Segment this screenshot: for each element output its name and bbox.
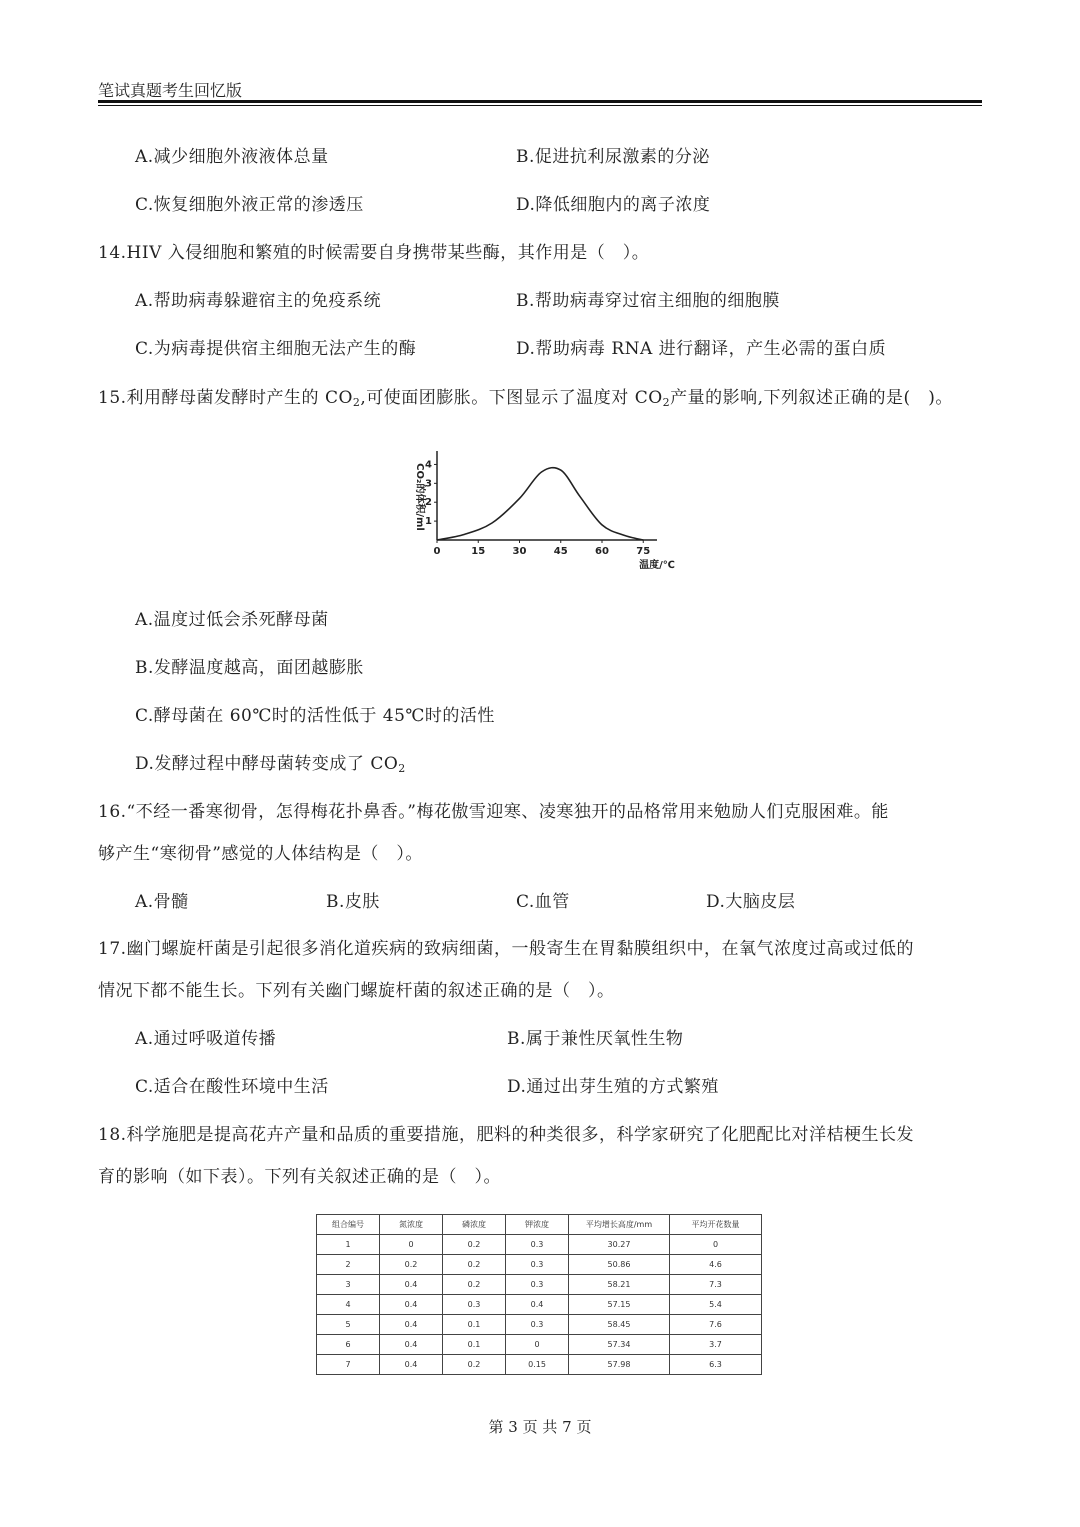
table-cell: 3 xyxy=(317,1275,380,1295)
q17-option-b: B.属于兼性厌氧性生物 xyxy=(507,1029,684,1049)
q18-stem-line1: 18.科学施肥是提高花卉产量和品质的重要措施，肥料的种类很多，科学家研究了化肥配比对洋桔梗生长发 xyxy=(98,1125,915,1145)
table-header-cell: 钾浓度 xyxy=(506,1215,569,1235)
page-footer-number: 第 3 页 共 7 页 xyxy=(488,1418,592,1436)
q14-option-a: A.帮助病毒躲避宿主的免疫系统 xyxy=(135,291,382,311)
table-header-cell: 平均增长高度/mm xyxy=(569,1215,670,1235)
table-cell: 0.4 xyxy=(380,1335,443,1355)
q17-stem-line2: 情况下都不能生长。下列有关幽门螺旋杆菌的叙述正确的是（ ）。 xyxy=(98,981,615,1001)
table-row xyxy=(317,1315,762,1335)
q15-option-d xyxy=(135,749,406,775)
table-cell: 6.3 xyxy=(670,1355,762,1375)
chart-axes xyxy=(437,451,657,540)
q17-stem-line1: 17.幽门螺旋杆菌是引起很多消化道疾病的致病细菌，一般寄生在胃黏膜组织中，在氧气浓度过高或过低的 xyxy=(98,939,915,959)
fertilizer-table xyxy=(316,1214,762,1375)
table-cell: 4 xyxy=(317,1295,380,1315)
table-cell: 30.27 xyxy=(569,1235,670,1255)
table-cell: 2 xyxy=(317,1255,380,1275)
q15-option-d-sub: 2 xyxy=(398,762,406,775)
table-cell: 0.2 xyxy=(443,1275,506,1295)
table-row xyxy=(317,1295,762,1315)
y-tick-label: 1 xyxy=(425,516,432,528)
table-cell: 0.1 xyxy=(443,1335,506,1355)
table-row xyxy=(317,1275,762,1295)
table-header-row xyxy=(317,1215,762,1235)
table-cell: 7.3 xyxy=(670,1275,762,1295)
q14-option-d: D.帮助病毒 RNA 进行翻译，产生必需的蛋白质 xyxy=(516,339,887,359)
table-cell: 0.4 xyxy=(380,1355,443,1375)
table-cell: 0.3 xyxy=(506,1235,569,1255)
chart-xlabel: 温度/℃ xyxy=(639,560,675,571)
table-cell: 7 xyxy=(317,1355,380,1375)
q15-option-d-text: D.发酵过程中酵母菌转变成了 CO xyxy=(135,754,399,774)
table-cell: 3.7 xyxy=(670,1335,762,1355)
q16-option-b: B.皮肤 xyxy=(326,892,380,912)
x-tick-label: 75 xyxy=(636,546,651,557)
q16-stem-line1: 16.“不经一番寒彻骨，怎得梅花扑鼻香。”梅花傲雪迎寒、凌寒独开的品格常用来勉励人们克服困难。能 xyxy=(98,802,889,822)
q15-stem-part3: 产量的影响,下列叙述正确的是( )。 xyxy=(670,388,953,408)
table-cell: 0.2 xyxy=(380,1255,443,1275)
table-cell: 58.45 xyxy=(569,1315,670,1335)
table-cell: 4.6 xyxy=(670,1255,762,1275)
q14-stem: 14.HIV 入侵细胞和繁殖的时候需要自身携带某些酶，其作用是（ ）。 xyxy=(98,243,650,263)
table-cell: 0.4 xyxy=(380,1315,443,1335)
table-row xyxy=(317,1235,762,1255)
table-cell: 0.4 xyxy=(380,1275,443,1295)
table-cell: 58.21 xyxy=(569,1275,670,1295)
table-cell: 0.2 xyxy=(443,1355,506,1375)
table-header-cell: 平均开花数量 xyxy=(670,1215,762,1235)
co2-temperature-chart xyxy=(395,445,680,580)
x-tick-label: 60 xyxy=(595,546,609,557)
q15-stem-part1: 15.利用酵母菌发酵时产生的 CO xyxy=(98,388,353,408)
q15-stem-sub1: 2 xyxy=(352,396,361,409)
table-row xyxy=(317,1335,762,1355)
series-line xyxy=(437,468,643,540)
q15-stem-part2: ,可使面团膨胀。下图显示了温度对 CO xyxy=(360,388,663,408)
y-tick-label: 4 xyxy=(425,459,432,471)
q18-stem-line2: 育的影响（如下表）。下列有关叙述正确的是（ ）。 xyxy=(98,1167,501,1187)
table-cell: 0 xyxy=(506,1335,569,1355)
page-header-title: 笔试真题考生回忆版 xyxy=(98,81,243,100)
q13-option-d: D.降低细胞内的离子浓度 xyxy=(516,195,711,215)
q13-option-a: A.减少细胞外液液体总量 xyxy=(135,147,329,167)
table-cell: 0.3 xyxy=(506,1315,569,1335)
table-cell: 0 xyxy=(380,1235,443,1255)
table-cell: 0.1 xyxy=(443,1315,506,1335)
table-cell: 0.4 xyxy=(380,1295,443,1315)
table-cell: 57.15 xyxy=(569,1295,670,1315)
chart-ticks xyxy=(425,459,650,557)
q14-option-c: C.为病毒提供宿主细胞无法产生的酶 xyxy=(135,339,417,359)
table-cell: 5 xyxy=(317,1315,380,1335)
x-tick-label: 15 xyxy=(471,546,486,557)
table-cell: 5.4 xyxy=(670,1295,762,1315)
header-rule-thick xyxy=(98,100,982,103)
y-tick-label: 3 xyxy=(425,478,432,490)
table-cell: 0.4 xyxy=(506,1295,569,1315)
q17-option-a: A.通过呼吸道传播 xyxy=(135,1029,277,1049)
table-header-cell: 磷浓度 xyxy=(443,1215,506,1235)
table-cell: 0 xyxy=(670,1235,762,1255)
q15-stem xyxy=(98,383,953,409)
table-header-cell: 组合编号 xyxy=(317,1215,380,1235)
table-cell: 57.98 xyxy=(569,1355,670,1375)
table-row xyxy=(317,1355,762,1375)
table-cell: 0.3 xyxy=(506,1275,569,1295)
table-cell: 1 xyxy=(317,1235,380,1255)
q16-option-a: A.骨髓 xyxy=(135,892,189,912)
table-cell: 50.86 xyxy=(569,1255,670,1275)
table-cell: 6 xyxy=(317,1335,380,1355)
q16-option-c: C.血管 xyxy=(516,892,570,912)
q13-option-b: B.促进抗利尿激素的分泌 xyxy=(516,147,710,167)
table-row xyxy=(317,1255,762,1275)
q17-option-d: D.通过出芽生殖的方式繁殖 xyxy=(507,1077,719,1097)
table-header-cell: 氮浓度 xyxy=(380,1215,443,1235)
header-rule-thin xyxy=(98,105,982,106)
table-cell: 0.2 xyxy=(443,1235,506,1255)
q15-stem-sub2: 2 xyxy=(662,396,671,409)
q15-option-c: C.酵母菌在 60℃时的活性低于 45℃时的活性 xyxy=(135,706,495,726)
q13-option-c: C.恢复细胞外液正常的渗透压 xyxy=(135,195,364,215)
chart-ylabel: CO₂的体积/ml xyxy=(414,463,425,531)
table-cell: 0.15 xyxy=(506,1355,569,1375)
q16-option-d: D.大脑皮层 xyxy=(706,892,796,912)
table-cell: 0.3 xyxy=(443,1295,506,1315)
x-tick-label: 0 xyxy=(433,546,441,557)
q17-option-c: C.适合在酸性环境中生活 xyxy=(135,1077,329,1097)
q15-option-a: A.温度过低会杀死酵母菌 xyxy=(135,610,329,630)
q15-option-b: B.发酵温度越高，面团越膨胀 xyxy=(135,658,364,678)
chart-lines xyxy=(437,468,643,540)
table-cell: 0.2 xyxy=(443,1255,506,1275)
x-tick-label: 45 xyxy=(553,546,568,557)
table-cell: 0.3 xyxy=(506,1255,569,1275)
q16-stem-line2: 够产生“寒彻骨”感觉的人体结构是（ ）。 xyxy=(98,844,423,864)
table-cell: 57.34 xyxy=(569,1335,670,1355)
q14-option-b: B.帮助病毒穿过宿主细胞的细胞膜 xyxy=(516,291,780,311)
x-tick-label: 30 xyxy=(512,546,527,557)
y-tick-label: 2 xyxy=(425,497,432,509)
table-cell: 7.6 xyxy=(670,1315,762,1335)
